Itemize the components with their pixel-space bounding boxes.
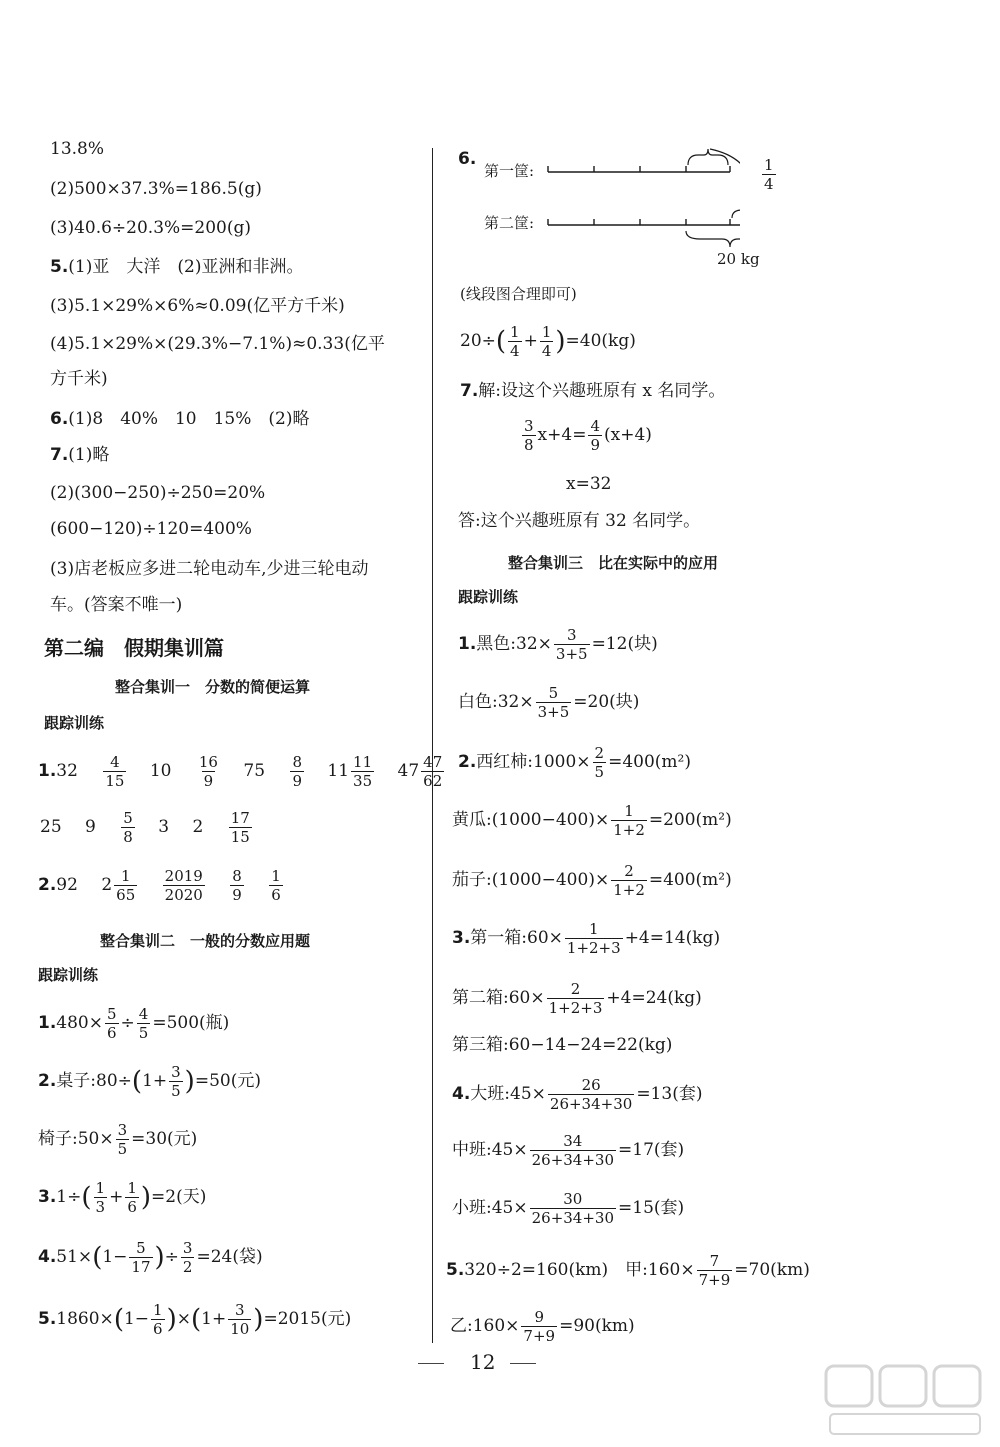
- question-number: 7.: [460, 381, 479, 401]
- answer-line: 4.大班:45× $\frac{26}{26+34+30}$ =13(套): [452, 1076, 703, 1113]
- fraction: $\frac{47}{62}$: [423, 753, 443, 790]
- question-number: 5.: [446, 1260, 465, 1280]
- answer-value: 2: [101, 875, 113, 895]
- answer-line: (3)5.1×29%×6%≈0.09(亿平方千米): [50, 296, 345, 316]
- fraction: $\frac{3}{3+5}$: [555, 626, 588, 663]
- answer-line: (2)(300−250)÷250=20%: [50, 483, 266, 503]
- fraction: $\frac{16}{9}$: [198, 753, 218, 790]
- answer-line: (3)店老板应多进二轮电动车,少进三轮电动: [50, 559, 369, 579]
- fraction: $\frac{5}{6}$: [107, 1005, 117, 1042]
- question-number: 4.: [38, 1247, 57, 1267]
- subsection-title: 跟踪训练: [44, 714, 105, 732]
- question-number: 2.: [458, 752, 477, 772]
- fraction: $\frac{5}{3+5}$: [537, 684, 570, 721]
- question-number: 2.: [38, 875, 57, 895]
- answer-line: (600−120)÷120=400%: [50, 519, 252, 539]
- question-number: 5.: [38, 1309, 57, 1329]
- answer-line: 第三箱:60−14−24=22(kg): [452, 1035, 673, 1055]
- answer-value: 47: [397, 761, 420, 781]
- fraction: $\frac{1}{4}$: [541, 323, 552, 360]
- answer-value: 11: [327, 761, 350, 781]
- answer-line: [40, 808, 254, 846]
- answer-value: 75: [243, 761, 266, 781]
- answer-line: [38, 866, 285, 904]
- answer-line: 2.桌子:80÷(1+ $\frac{3}{5}$ )=50(元): [38, 1063, 261, 1100]
- answer-line: 5.1860×(1− $\frac{1}{6}$ )×(1+ $\frac{3}{10}$ )=2015(元): [38, 1301, 352, 1338]
- answer-value: 9: [85, 817, 96, 837]
- answer-line: 车。(答案不唯一): [50, 595, 183, 615]
- answer-line: 1.480× $\frac{5}{6}$ ÷ $\frac{4}{5}$ =500(瓶): [38, 1005, 230, 1042]
- fraction: $\frac{4}{15}$: [105, 753, 125, 790]
- fraction: $\frac{17}{15}$: [230, 809, 250, 846]
- answer-line: (4)5.1×29%×(29.3%−7.1%)≈0.33(亿平: [50, 334, 385, 354]
- fraction: $\frac{3}{5}$: [171, 1063, 181, 1100]
- fraction: $\frac{2}{1+2+3}$: [548, 980, 603, 1017]
- answer-line: [38, 752, 446, 790]
- answer-line: 小班:45× $\frac{30}{26+34+30}$ =15(套): [452, 1190, 685, 1227]
- fraction: $\frac{1}{1+2}$: [613, 802, 645, 839]
- answer-text: (1)略: [68, 445, 110, 465]
- answer-line: 7.解:设这个兴趣班原有 x 名同学。: [460, 381, 726, 401]
- answer-line: (2)500×37.3%=186.5(g): [50, 179, 262, 199]
- watermark-logo: [820, 1360, 990, 1440]
- fraction: $\frac{1}{6}$: [271, 867, 281, 904]
- answer-value: 32: [56, 761, 78, 781]
- fraction: $\frac{1}{6}$: [153, 1301, 163, 1338]
- answer-line: 中班:45× $\frac{34}{26+34+30}$ =17(套): [452, 1132, 685, 1169]
- question-number: 2.: [38, 1071, 57, 1091]
- answer-value: 92: [56, 875, 78, 895]
- question-number: 3.: [452, 928, 471, 948]
- answer-line: 椅子:50× $\frac{3}{5}$ =30(元): [38, 1121, 198, 1158]
- question-number: 3.: [38, 1187, 57, 1207]
- answer-line: (3)40.6÷20.3%=200(g): [50, 218, 252, 238]
- question-number: 6.: [50, 409, 69, 429]
- fraction: $\frac{2}{5}$: [594, 744, 605, 781]
- answer-value: 2: [192, 817, 204, 837]
- note: (线段图合理即可): [460, 285, 577, 303]
- answer-line: 20÷( $\frac{1}{4}$ + $\frac{1}{4}$ )=40(kg): [460, 323, 636, 360]
- equation: $\frac{3}{8}$ x+4= $\frac{4}{9}$ (x+4): [524, 417, 652, 454]
- segment-label: 第一筐:: [484, 162, 535, 180]
- answer-line: 1.黑色:32× $\frac{3}{3+5}$ =12(块): [458, 626, 658, 663]
- section-title: 整合集训二 一般的分数应用题: [100, 932, 311, 950]
- fraction: $\frac{3}{10}$: [230, 1301, 250, 1338]
- fraction: $\frac{26}{26+34+30}$: [549, 1076, 633, 1113]
- answer-line: [50, 408, 309, 430]
- fraction: $\frac{5}{8}$: [123, 809, 133, 846]
- column-divider: [432, 148, 433, 1343]
- question-number: 1.: [458, 634, 477, 654]
- fraction: $\frac{1}{4}$: [764, 156, 774, 193]
- fraction: $\frac{3}{2}$: [182, 1239, 193, 1276]
- answer-text: (1)8 40% 10 15% (2)略: [68, 409, 310, 429]
- fraction: $\frac{2019}{2020}$: [164, 867, 203, 904]
- answer-line: 5.320÷2=160(km) 甲:160× $\frac{7}{7+9}$ =70(km): [446, 1252, 810, 1289]
- answer-line: 2.西红柿:1000× $\frac{2}{5}$ =400(m²): [458, 744, 691, 781]
- page-number-dash: [418, 1363, 444, 1364]
- answer-line: 13.8%: [50, 139, 105, 159]
- question-number: 1.: [38, 761, 57, 781]
- fraction: $\frac{4}{5}$: [138, 1005, 149, 1042]
- answer-line: 白色:32× $\frac{5}{3+5}$ =20(块): [458, 684, 640, 721]
- fraction: $\frac{7}{7+9}$: [698, 1252, 731, 1289]
- weight-label: 20 kg: [717, 250, 760, 268]
- segment-label: 第二筐:: [484, 214, 535, 232]
- fraction: $\frac{30}{26+34+30}$: [531, 1190, 615, 1227]
- answer-text: (1)亚 大洋 (2)亚洲和非洲。: [68, 257, 304, 277]
- question-number: 6.: [458, 149, 477, 169]
- answer-line: 方千米): [50, 369, 108, 389]
- fraction: $\frac{8}{9}$: [292, 753, 302, 790]
- answer-line: 乙:160× $\frac{9}{7+9}$ =90(km): [450, 1308, 635, 1345]
- answer-value: 25: [40, 817, 62, 837]
- answer-line: 4.51×(1− $\frac{5}{17}$ )÷ $\frac{3}{2}$ =24(袋): [38, 1239, 263, 1276]
- fraction: $\frac{3}{8}$: [524, 417, 534, 454]
- answer-line: 黄瓜:(1000−400)× $\frac{1}{1+2}$ =200(m²): [452, 802, 732, 839]
- question-number: 7.: [50, 445, 69, 465]
- question-number: 1.: [38, 1013, 57, 1033]
- fraction: $\frac{34}{26+34+30}$: [531, 1132, 615, 1169]
- subsection-title: 跟踪训练: [458, 588, 519, 606]
- fraction: $\frac{1}{65}$: [116, 867, 136, 904]
- solution: x=32: [566, 474, 612, 494]
- page-number-dash: [510, 1363, 536, 1364]
- answer-line: 3.1÷( $\frac{1}{3}$ + $\frac{1}{6}$ )=2(天): [38, 1179, 207, 1216]
- fraction: $\frac{1}{1+2+3}$: [566, 920, 621, 957]
- fraction: $\frac{11}{35}$: [353, 753, 373, 790]
- section-title: 整合集训一 分数的简便运算: [115, 678, 311, 696]
- fraction: $\frac{4}{9}$: [590, 417, 600, 454]
- fraction: $\frac{2}{1+2}$: [613, 862, 645, 899]
- answer-value: 10: [149, 761, 172, 781]
- page-number: 12: [470, 1350, 496, 1374]
- answer-line: [50, 256, 303, 278]
- subsection-title: 跟踪训练: [38, 966, 99, 984]
- answer-line: 3.第一箱:60× $\frac{1}{1+2+3}$ +4=14(kg): [452, 920, 721, 957]
- fraction: $\frac{8}{9}$: [232, 867, 242, 904]
- fraction: $\frac{9}{7+9}$: [523, 1308, 556, 1345]
- fraction: $\frac{1}{3}$: [95, 1179, 106, 1216]
- fraction: $\frac{1}{6}$: [127, 1179, 137, 1216]
- answer-line: [50, 444, 109, 466]
- line-segment-diagram: [540, 145, 740, 255]
- fraction: $\frac{5}{17}$: [131, 1239, 151, 1276]
- answer-line: 第二箱:60× $\frac{2}{1+2+3}$ +4=24(kg): [452, 980, 702, 1017]
- answer-line: 答:这个兴趣班原有 32 名同学。: [458, 511, 701, 531]
- part-title: 第二编 假期集训篇: [44, 636, 224, 660]
- question-number: 5.: [50, 257, 69, 277]
- answer-value: 3: [158, 817, 170, 837]
- answer-line: 茄子:(1000−400)× $\frac{2}{1+2}$ =400(m²): [452, 862, 732, 899]
- question-number: 4.: [452, 1084, 471, 1104]
- fraction: $\frac{1}{4}$: [510, 323, 520, 360]
- fraction: $\frac{3}{5}$: [117, 1121, 128, 1158]
- section-title: 整合集训三 比在实际中的应用: [508, 554, 719, 572]
